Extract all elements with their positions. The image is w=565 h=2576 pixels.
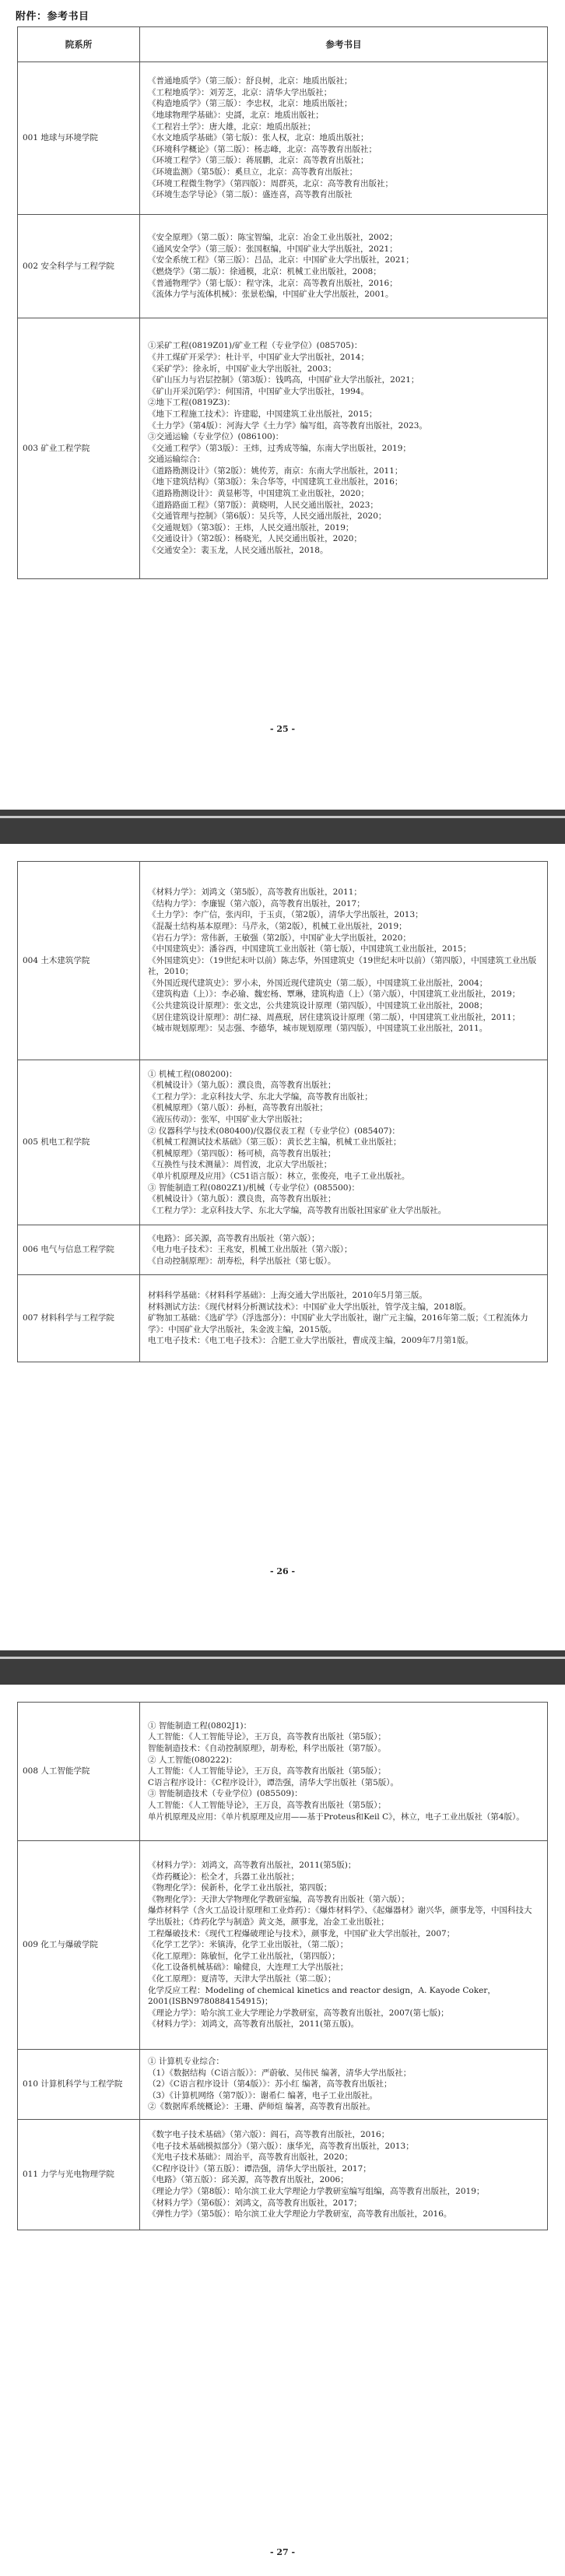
book-entry: 《材料力学》：刘鸿文，高等教育出版社，2011(第5版)； (148, 1861, 356, 1871)
table-row (18, 2119, 548, 2230)
book-entry: 《外国建筑史》：（19世纪末叶以前）陈志华，外国建筑史（19世纪末叶以前）（第四版），中国建筑工业出版社，2010； (148, 955, 537, 977)
table-row (18, 862, 548, 1060)
table-header-row (18, 27, 548, 62)
book-entry: 《矿山压力与岩层控制》（第3版）：钱鸣高，中国矿业大学出版社，2021； (148, 375, 419, 385)
book-entry: 《工程岩土学》：唐大雄，北京：地质出版社； (148, 121, 316, 132)
document-page-2 (0, 844, 565, 1650)
department-cell: 008 人工智能学院 (18, 1703, 140, 1841)
column-header-department: 院系所 (18, 27, 140, 62)
book-entry: 《材料力学》：刘鸿文（第5版），高等教育出版社，2011； (148, 887, 362, 898)
table-row (18, 1060, 548, 1225)
book-entry: 《混凝土结构基本原理》：马芹永，（第2版），机械工业出版社，2019； (148, 921, 407, 931)
book-entry: ②地下工程(0819Z3)： (148, 398, 235, 408)
book-entry: 《井工煤矿开采学》：杜计平，中国矿业大学出版社，2014； (148, 352, 369, 362)
book-entry: （2）《C语言程序设计（第4版）》：苏小红 编著，高等教育出版社； (148, 2079, 392, 2089)
book-entry: （1）《数据结构（C语言版）》：严蔚敏、吴伟民 编著，清华大学出版社； (148, 2068, 412, 2078)
book-entry: 《液压传动》：张军，中国矿业大学出版社； (148, 1115, 307, 1125)
book-entry: 《流体力学与流体机械》：张景松编，中国矿业大学出版社，2001。 (148, 290, 394, 300)
book-entry: 《城市规划原理》：吴志强、李德华，城市规划原理（第四版），中国建筑工业出版社，2011。 (148, 1024, 488, 1034)
table-row (18, 2050, 548, 2120)
department-cell: 004 土木建筑学院 (18, 862, 140, 1060)
book-entry: 《安全系统工程》（第三版）：吕品，北京：中国矿业大学出版社，2021； (148, 255, 414, 265)
book-entry: 《土力学》：李广信，张丙印，于玉贞，（第2版），清华大学出版社，2013； (148, 910, 423, 920)
book-entry: 《材料力学》：刘鸿文，高等教育出版社，2011(第五版)。 (148, 2019, 360, 2030)
books-cell (140, 862, 548, 1060)
book-entry: 交通运输综合： (148, 455, 205, 465)
book-entry: 矿物加工基础：《选矿学》（浮选部分）：中国矿业大学出版社，谢广元主编，2016年第二版；《工程流体力学》：中国矿业大学出版社，朱金波主编，2015版。 (148, 1313, 528, 1334)
book-entry: 《地球物理学基础》：史謌，北京：地质出版社； (148, 111, 324, 121)
book-entry: ①采矿工程(0819Z01)/矿业工程（专业学位）(085705)： (148, 341, 363, 351)
book-entry: 《机械设计》（第九版）：濮良贵，高等教育出版社； (148, 1081, 336, 1091)
book-entry: 人工智能：《人工智能导论》，王万良，高等教育出版社（第5版）； (148, 1732, 386, 1742)
book-entry: ① 智能制造工程(0802J1)： (148, 1720, 252, 1731)
page-number: - 25 - (269, 724, 296, 734)
book-entry: 爆炸材料学（含火工品设计原理和工业炸药）：《爆炸材料学》、《起爆器材》谢兴华，颜事龙等，中国科技大学出版社；《炸药化学与制造》黄文尧，颜事龙，冶金工业出版社； (148, 1906, 532, 1928)
book-entry: 《地下工程施工技术》：许建聪，中国建筑工业出版社，2015； (148, 409, 377, 419)
book-entry: 电工电子技术：《电工电子技术》：合肥工业大学出版社，曹成茂主编，2009年7月第1版。 (148, 1336, 474, 1346)
book-entry: ① 机械工程(080200)： (148, 1069, 237, 1079)
book-entry: 《单片机原理及应用》（C51语言版）：林立，张俊亮，电子工业出版社。 (148, 1171, 410, 1181)
book-entry: 《环境工程学》（第三版）：蒋展鹏，北京：高等教育出版社； (148, 156, 369, 166)
book-entry: 《理论力学》（第8版）：哈尔滨工业大学理论力学教研室编写组编，高等教育出版社，2019； (148, 2187, 485, 2197)
department-cell: 007 材料科学与工程学院 (18, 1275, 140, 1362)
document-page-3 (0, 1685, 565, 2576)
book-entry: 《化学工艺学》：米镇涛，化学工业出版社，（第二版）； (148, 1940, 349, 1950)
book-entry: 《公共建筑设计原理》：张文忠，公共建筑设计原理（第四版），中国建筑工业出版社，2008； (148, 1001, 488, 1011)
book-entry: 《电路》（第五版）：邱关源，高等教育出版社，2006； (148, 2175, 349, 2185)
book-entry: 《建筑构造（上）》：李必瑜、魏宏杨、覃琳，建筑构造（上）（第六版），中国建筑工业出版社，2019； (148, 989, 521, 1000)
book-entry: 材料科学基础：《材料科学基础》：上海交通大学出版社，2010年5月第三版。 (148, 1291, 427, 1301)
book-entry: 《互换性与技术测量》：周哲波，北京大学出版社； (148, 1160, 332, 1170)
book-entry: 《矿山开采沉陷学》：何国清，中国矿业大学出版社，1994。 (148, 386, 369, 396)
book-entry: ③ 智能制造技术（专业学位）(085509)： (148, 1789, 303, 1799)
book-entry: 《电路》：邱关源，高等教育出版社（第六版）； (148, 1233, 320, 1243)
book-entry: 《道路路面工程》（第7版）：黄晓明，人民交通出版社，2023； (148, 500, 378, 510)
book-entry: 《土力学》（第4版）：河海大学《土力学》编写组，高等教育出版社，2023。 (148, 420, 427, 431)
department-cell: 006 电气与信息工程学院 (18, 1225, 140, 1275)
book-entry: 《物理化学》：侯新朴，化学工业出版社，第四版； (148, 1883, 332, 1893)
books-cell (140, 2119, 548, 2230)
books-cell (140, 1060, 548, 1225)
book-entry: ① 计算机专业综合： (148, 2057, 224, 2066)
book-entry: 《结构力学》：李廉锟（第六版），高等教育出版社，2017； (148, 898, 365, 908)
page-number: - 27 - (269, 2547, 296, 2557)
book-entry: 《采矿学》：徐永圻，中国矿业大学出版社，2003； (148, 364, 336, 374)
books-cell (140, 1841, 548, 2050)
book-entry: 《岩石力学》：常伟新，王敏强（第2版），中国矿业大学出版社，2020； (148, 933, 411, 943)
book-entry: 《环境生态学导论》（第二版）：盛连喜，高等教育出版社 (148, 190, 353, 200)
document-page-1 (0, 0, 565, 810)
book-entry: 《机械设计》（第九版）：濮良贵，高等教育出版社； (148, 1194, 336, 1204)
book-entry: 人工智能：《人工智能导论》，王万良，高等教育出版社（第5版）； (148, 1766, 386, 1776)
book-entry: 《中国建筑史》：潘谷西，中国建筑工业出版社（第七版），中国建筑工业出版社，2015； (148, 944, 472, 954)
department-cell: 010 计算机科学与工程学院 (18, 2050, 140, 2120)
attachment-title: 附件：参考书目 (16, 11, 89, 23)
book-entry: 《安全原理》（第二版）：陈宝智编，北京：冶金工业出版社，2002； (148, 233, 398, 243)
book-entry: 工程爆破技术：《现代工程爆破理论与技术》，颜事龙，中国矿业大学出版社，2007； (148, 1928, 455, 1938)
book-entry: 《交通规划》（第3版）：王炜，人民交通出版社，2019； (148, 522, 354, 532)
book-entry: 《材料力学》（第6版）：刘鸿文，高等教育出版社，2017； (148, 2198, 362, 2208)
book-entry: 《化工原理》：夏清等，天津大学出版社（第二版）； (148, 1973, 336, 1984)
book-entry: 《炸药概论》：松全才，兵器工业出版社； (148, 1871, 300, 1882)
book-entry: C语言程序设计：《C程序设计》，谭浩强，清华大学出版社（第5版）。 (148, 1777, 398, 1787)
book-entry: 《电子技术基础模拟部分》（第六版）：康华光，高等教育出版社，2013； (148, 2141, 414, 2151)
book-entry: 《光电子技术基础》：周治平，高等教育出版社，2020； (148, 2153, 353, 2163)
book-entry: 《物理化学》：天津大学物理化学教研室编，高等教育出版社（第六版）； (148, 1894, 409, 1904)
department-cell: 001 地球与环境学院 (18, 62, 140, 215)
books-cell (140, 1275, 548, 1362)
book-entry: 《交通工程学》（第3版）：王炜，过秀成等编，东南大学出版社，2019； (148, 443, 411, 453)
book-entry: 《机械原理》（第四版）：杨可桢，高等教育出版社； (148, 1148, 336, 1158)
table-row (18, 62, 548, 215)
books-cell (140, 318, 548, 579)
book-entry: 《自动控制原理》：胡寿松，科学出版社（第七版）。 (148, 1256, 336, 1266)
department-cell: 011 力学与光电物理学院 (18, 2119, 140, 2230)
page-separator-edge (0, 816, 565, 818)
book-entry: 材料测试方法：《现代材料分析测试技术》：中国矿业大学出版社，管学茂主编，2018版。 (148, 1302, 472, 1312)
book-entry: 《普通物理学》（第七版）：程守洙，北京：高等教育出版社，2016； (148, 278, 398, 288)
table-row (18, 1275, 548, 1362)
book-entry: ② 仪器科学与技术(080400)/仪器仪表工程（专业学位）(085407)： (148, 1126, 400, 1136)
book-entry: 《工程力学》：北京科技大学、东北大学编，高等教育出版社国家矿业大学出版社。 (148, 1205, 447, 1215)
book-entry: 《水文地质学基础》（第七版）：张人权，北京：地质出版社； (148, 133, 369, 143)
books-cell (140, 62, 548, 215)
table-row (18, 215, 548, 318)
department-cell: 009 化工与爆破学院 (18, 1841, 140, 2050)
book-entry: 智能制造技术：《自动控制原理》，胡寿松，科学出版社（第7版）。 (148, 1744, 386, 1754)
page-separator (0, 810, 565, 844)
book-entry: 《工程地质学》：刘芳芝，北京：清华大学出版社； (148, 87, 332, 97)
book-entry: 《环境科学概论》（第二版）：杨志峰，北京：高等教育出版社； (148, 144, 377, 154)
table-row (18, 1841, 548, 2050)
book-entry: 《机械原理》（第八版）：孙桓，高等教育出版社； (148, 1103, 328, 1113)
book-entry: 《普通地质学》（第三版）：舒良树，北京：地质出版社； (148, 76, 353, 86)
books-cell (140, 215, 548, 318)
books-cell (140, 1703, 548, 1841)
table-row (18, 1703, 548, 1841)
book-entry: （3）《计算机网络（第7版）》：谢希仁 编著，电子工业出版社。 (148, 2090, 377, 2100)
books-cell (140, 1225, 548, 1275)
page-separator (0, 1650, 565, 1685)
books-cell (140, 2050, 548, 2120)
book-entry: 《道路勘测设计》（第2版）：姚传芳，南京：东南大学出版社，2011； (148, 466, 403, 476)
book-entry: 《交通管理与控制》（第6版）：吴兵等，人民交通出版社，2020； (148, 511, 387, 522)
book-entry: ②《数据库系统概论》：王珊、萨师煊 编著，高等教育出版社。 (148, 2102, 376, 2112)
book-entry: 《交通设计》（第2版）：杨晓光，人民交通出版社，2020； (148, 534, 362, 544)
department-cell: 003 矿业工程学院 (18, 318, 140, 579)
book-entry: 《道路勘测设计》：黄显彬等，中国建筑工业出版社，2020； (148, 489, 369, 499)
book-entry: 《地下建筑结构》（第3版）：朱合华等，中国建筑工业出版社，2016； (148, 477, 403, 487)
reference-table (17, 861, 548, 1362)
book-entry: 《工程力学》：北京科技大学、东北大学编，高等教育出版社； (148, 1091, 373, 1102)
table-row (18, 318, 548, 579)
book-entry: 《化工设备机械基础》：喻健良，大连理工大学出版社； (148, 1963, 349, 1973)
book-entry: 《通风安全学》（第三版）：张国枢编，中国矿业大学出版社，2021； (148, 244, 398, 254)
page-number: - 26 - (269, 1566, 296, 1576)
book-entry: 《交通安全》：裴玉龙，人民交通出版社，2018。 (148, 546, 328, 556)
book-entry: 《构造地质学》（第三版）：李忠权，北京：地质出版社； (148, 99, 353, 109)
book-entry: 《环境工程微生物学》（第四版）：周群英，北京：高等教育出版社； (148, 178, 393, 188)
book-entry: 《燃烧学》（第二版）：徐通模，北京：机械工业出版社，2008； (148, 267, 381, 276)
book-entry: 《外国近现代建筑史》：罗小未，外国近现代建筑史（第二版），中国建筑工业出版社，2004； (148, 978, 488, 988)
table-row (18, 1225, 548, 1275)
book-entry: 《居住建筑设计原理》：胡仁禄、周燕珉，居住建筑设计原理（第二版），中国建筑工业出版社，2011； (148, 1012, 521, 1022)
department-cell: 002 安全科学与工程学院 (18, 215, 140, 318)
book-entry: ③交通运输（专业学位）(086100)： (148, 432, 284, 442)
department-cell: 005 机电工程学院 (18, 1060, 140, 1225)
book-entry: 《环境监测》（第5版）：奚旦立，北京：高等教育出版社； (148, 167, 358, 177)
book-entry: 单片机原理及应用：《单片机原理及应用——基于Proteus和Keil C》，林立，电子工业出版社（第4版）。 (148, 1812, 525, 1822)
page-separator-edge (0, 1657, 565, 1659)
book-entry: 《机械工程测试技术基础》（第三版）：黄长艺主编，机械工业出版社； (148, 1137, 402, 1147)
book-entry: ② 人工智能(080222)： (148, 1755, 237, 1765)
book-entry: 化学反应工程：Modeling of chemical kinetics and reactor design，A. Kayode Coker，2001(ISBN9780884154915)； (148, 1985, 496, 2007)
book-entry: 人工智能：《人工智能导论》，王万良，高等教育出版社（第5版）； (148, 1800, 386, 1810)
book-entry: 《弹性力学》（第5版）：哈尔滨工业大学理论力学教研室，高等教育出版社，2016。 (148, 2209, 452, 2219)
book-entry: ③ 智能制造工程(0802Z1)/机械（专业学位）(085500)： (148, 1183, 360, 1193)
reference-table (17, 26, 548, 579)
reference-table (17, 1702, 548, 2230)
book-entry: 《化工原理》：陈敏恒，化学工业出版社，（第四版）； (148, 1951, 340, 1961)
column-header-books: 参考书目 (140, 27, 548, 62)
book-entry: 《C程序设计》（第五版）：谭浩强，清华大学出版社，2017； (148, 2163, 371, 2174)
book-entry: 《理论力学》：哈尔滨工业大学理论力学教研室，高等教育出版社，2007(第七版)； (148, 2008, 449, 2018)
book-entry: 《电力电子技术》：王兆安，机械工业出版社（第六版）； (148, 1245, 353, 1255)
book-entry: 《数字电子技术基础》（第六版）：阎石，高等教育出版社，2016； (148, 2130, 390, 2140)
